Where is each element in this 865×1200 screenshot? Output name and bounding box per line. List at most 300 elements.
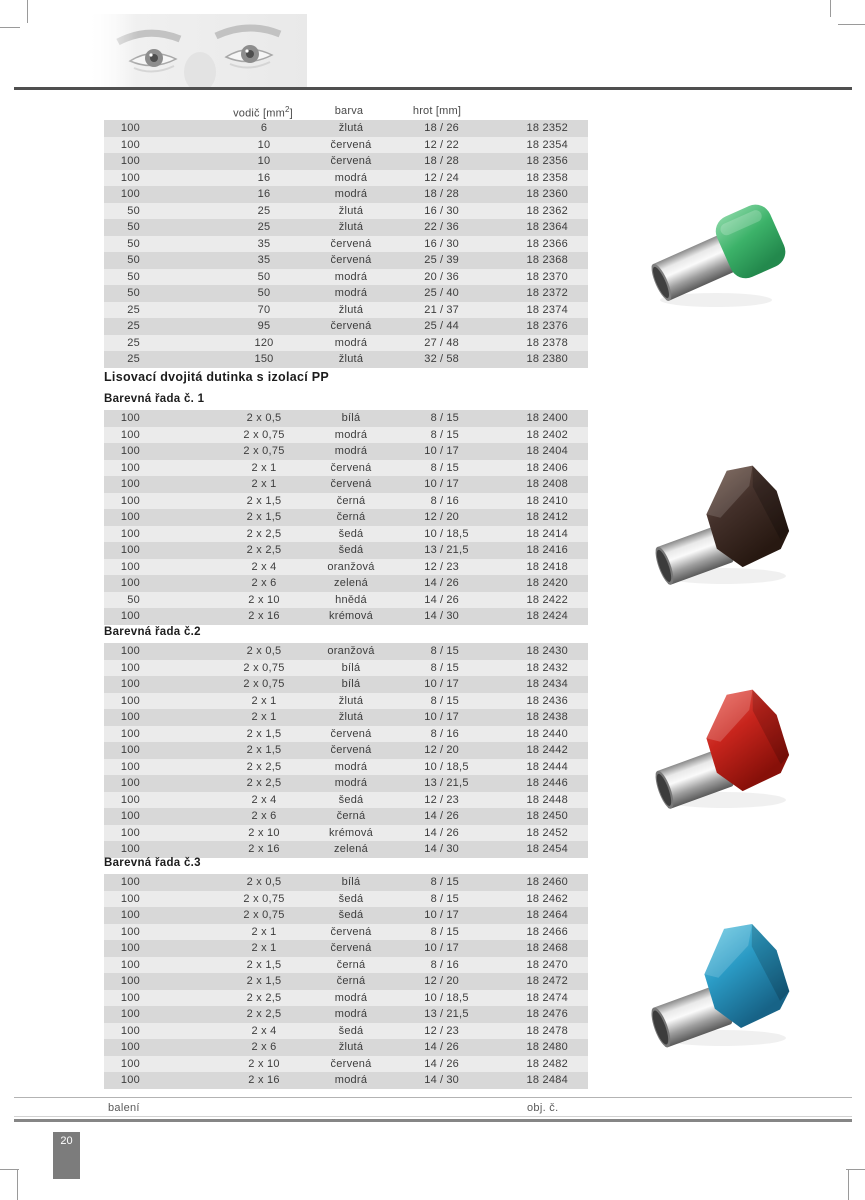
hrot-separator: /: [440, 478, 444, 491]
cell-baleni: 100: [120, 511, 140, 524]
cell-vodic: 70: [257, 303, 271, 316]
table-row: [104, 924, 588, 941]
cell-barva: modrá: [334, 270, 368, 283]
cell-obj: 18 2408: [526, 478, 568, 491]
table-row: [104, 825, 588, 842]
cell-vodic: 2 x 1,5: [246, 975, 282, 988]
cell-barva: žlutá: [338, 694, 364, 707]
table-row: [104, 891, 588, 908]
cell-barva: bílá: [341, 661, 361, 674]
hrot-first: 16: [424, 204, 437, 217]
hrot-first: 16: [424, 237, 437, 250]
cell-hrot: [413, 493, 459, 510]
cell-vodic: 2 x 0,75: [243, 909, 285, 922]
cell-vodic: 2 x 1,5: [246, 744, 282, 757]
cell-barva: černá: [336, 958, 366, 971]
cell-obj: 18 2460: [526, 876, 568, 888]
cell-baleni: 100: [120, 826, 140, 839]
cell-baleni: 100: [120, 610, 140, 623]
hrot-first: 14: [424, 1041, 437, 1054]
hrot-separator: /: [440, 793, 444, 806]
cell-hrot: [413, 660, 459, 677]
table-row: [104, 219, 588, 236]
cell-baleni: 100: [120, 445, 140, 458]
cell-baleni: 100: [120, 1024, 140, 1037]
cell-vodic: 2 x 2,5: [246, 1008, 282, 1021]
cell-obj: 18 2480: [526, 1041, 568, 1054]
hrot-first: 8: [430, 958, 437, 971]
hrot-separator: /: [440, 1008, 444, 1021]
cell-hrot: [413, 443, 459, 460]
hrot-separator: /: [440, 991, 444, 1004]
table-title-color-series-3: Barevná řada č.3: [104, 857, 201, 869]
hrot-first: 8: [430, 694, 437, 707]
hrot-second: 17: [446, 711, 460, 724]
cell-baleni: 100: [120, 1074, 140, 1087]
hrot-first: 12: [424, 560, 437, 573]
cell-baleni: 100: [120, 544, 140, 557]
hrot-separator: /: [440, 678, 444, 691]
table-row: [104, 351, 588, 368]
cell-hrot: [413, 252, 459, 269]
cell-barva: šedá: [338, 793, 364, 806]
cell-obj: 18 2402: [526, 428, 568, 441]
cell-vodic: 2 x 1: [251, 925, 277, 938]
cell-baleni: 100: [120, 694, 140, 707]
cell-baleni: 100: [120, 810, 140, 823]
hrot-first: 10: [424, 760, 437, 773]
cell-hrot: [413, 351, 459, 368]
hrot-separator: /: [440, 909, 444, 922]
cell-obj: 18 2468: [526, 942, 568, 955]
cell-obj: 18 2378: [526, 336, 568, 349]
cell-hrot: [413, 907, 459, 924]
hrot-first: 20: [424, 270, 437, 283]
hrot-separator: /: [440, 610, 444, 623]
cell-barva: modrá: [334, 445, 368, 458]
cell-hrot: [413, 137, 459, 154]
cell-barva: modrá: [334, 777, 368, 790]
cell-obj: 18 2358: [526, 171, 568, 184]
hrot-separator: /: [440, 336, 444, 349]
cell-vodic: 2 x 1: [251, 711, 277, 724]
hrot-second: 15: [446, 428, 460, 441]
cell-baleni: 100: [120, 1008, 140, 1021]
hrot-separator: /: [440, 353, 444, 366]
cell-baleni: 100: [120, 892, 140, 905]
hrot-first: 10: [424, 527, 437, 540]
cell-barva: bílá: [341, 876, 361, 888]
hrot-second: 26: [446, 810, 460, 823]
cell-hrot: [413, 592, 459, 609]
cell-barva: bílá: [341, 678, 361, 691]
hrot-separator: /: [440, 320, 444, 333]
cell-vodic: 2 x 0,75: [243, 892, 285, 905]
cell-vodic: 2 x 1,5: [246, 494, 282, 507]
hrot-second: 36: [446, 221, 460, 234]
hrot-first: 13: [424, 544, 437, 557]
cell-baleni: 100: [120, 428, 140, 441]
table-row: [104, 973, 588, 990]
hrot-first: 12: [424, 793, 437, 806]
cell-hrot: [413, 285, 459, 302]
hrot-separator: /: [440, 925, 444, 938]
cell-obj: 18 2482: [526, 1057, 568, 1070]
hrot-separator: /: [440, 661, 444, 674]
hrot-separator: /: [440, 777, 444, 790]
cell-hrot: [413, 891, 459, 908]
hrot-first: 13: [424, 1008, 437, 1021]
cell-baleni: 100: [120, 942, 140, 955]
cell-baleni: 50: [127, 221, 140, 234]
cell-hrot: [413, 825, 459, 842]
cell-vodic: 2 x 6: [251, 1041, 277, 1054]
cell-hrot: [413, 693, 459, 710]
hrot-first: 10: [424, 909, 437, 922]
cell-barva: červená: [330, 1057, 372, 1070]
table-title-color-series-2: Barevná řada č.2: [104, 626, 201, 638]
footer-rule-thin-2: [14, 1116, 852, 1117]
cell-obj: 18 2380: [526, 353, 568, 366]
cell-obj: 18 2474: [526, 991, 568, 1004]
table-row: [104, 841, 588, 858]
cell-obj: 18 2368: [526, 254, 568, 267]
cell-vodic: 2 x 16: [248, 1074, 280, 1087]
col-header-vodic: vodič $[mm^2]$: [233, 105, 293, 120]
cell-vodic: 2 x 0,5: [246, 412, 282, 424]
cell-obj: 18 2416: [526, 544, 568, 557]
cell-vodic: 2 x 10: [248, 1057, 280, 1070]
cell-vodic: 2 x 1: [251, 478, 277, 491]
hrot-second: 26: [446, 1057, 460, 1070]
hrot-second: 17: [446, 445, 460, 458]
hrot-separator: /: [440, 727, 444, 740]
hrot-separator: /: [440, 254, 444, 267]
cell-obj: 18 2464: [526, 909, 568, 922]
hrot-first: 8: [430, 876, 437, 888]
cell-obj: 18 2360: [526, 188, 568, 201]
cell-obj: 18 2410: [526, 494, 568, 507]
cell-obj: 18 2446: [526, 777, 568, 790]
cell-baleni: 100: [120, 645, 140, 657]
cell-hrot: [413, 170, 459, 187]
cell-baleni: 100: [120, 843, 140, 856]
table-row: [104, 476, 588, 493]
hrot-separator: /: [440, 892, 444, 905]
red-twin-ferrule-icon: [652, 686, 802, 816]
hrot-first: 21: [424, 303, 437, 316]
hrot-separator: /: [440, 122, 444, 134]
cell-obj: 18 2376: [526, 320, 568, 333]
cell-hrot: [413, 335, 459, 352]
cell-obj: 18 2476: [526, 1008, 568, 1021]
hrot-separator: /: [440, 527, 444, 540]
table-row: [104, 302, 588, 319]
hrot-separator: /: [440, 975, 444, 988]
cell-hrot: [413, 236, 459, 253]
hrot-separator: /: [440, 1074, 444, 1087]
hrot-separator: /: [440, 876, 444, 888]
cell-vodic: 6: [260, 122, 268, 134]
cell-baleni: 50: [127, 254, 140, 267]
table-row: [104, 427, 588, 444]
cell-baleni: 100: [120, 678, 140, 691]
table-row: [104, 775, 588, 792]
cell-baleni: 25: [127, 303, 140, 316]
table-row: [104, 526, 588, 543]
cell-barva: krémová: [329, 610, 373, 623]
hrot-first: 8: [430, 412, 437, 424]
cell-barva: červená: [330, 320, 372, 333]
cell-hrot: [413, 120, 459, 137]
hrot-second: 17: [446, 678, 460, 691]
cell-baleni: 100: [120, 958, 140, 971]
cell-hrot: [413, 924, 459, 941]
cell-obj: 18 2362: [526, 204, 568, 217]
cell-barva: modrá: [334, 1074, 368, 1087]
table-row: [104, 693, 588, 710]
table-row: [104, 660, 588, 677]
cell-vodic: 2 x 16: [248, 610, 280, 623]
cell-baleni: 100: [120, 727, 140, 740]
cell-hrot: [413, 476, 459, 493]
cell-baleni: 100: [120, 744, 140, 757]
cell-baleni: 100: [120, 1057, 140, 1070]
cell-barva: hnědá: [335, 593, 367, 606]
cell-obj: 18 2444: [526, 760, 568, 773]
hrot-first: 12: [424, 1024, 437, 1037]
table-row: [104, 236, 588, 253]
hrot-separator: /: [440, 204, 444, 217]
hrot-first: 12: [424, 511, 437, 524]
hrot-separator: /: [440, 171, 444, 184]
hrot-first: 14: [424, 577, 437, 590]
cell-vodic: 35: [257, 237, 271, 250]
product-photo-blue-twin-ferrule: [648, 920, 803, 1060]
product-photo-red-twin-ferrule: [652, 686, 802, 821]
cell-barva: šedá: [338, 1024, 364, 1037]
hrot-second: 26: [446, 1041, 460, 1054]
cell-barva: žlutá: [338, 711, 364, 724]
hrot-separator: /: [440, 412, 444, 424]
cell-baleni: 100: [120, 560, 140, 573]
hrot-second: 20: [446, 975, 460, 988]
cell-obj: 18 2434: [526, 678, 568, 691]
cell-barva: žlutá: [338, 221, 364, 234]
hrot-second: 37: [446, 303, 460, 316]
cell-hrot: [413, 302, 459, 319]
hrot-first: 8: [430, 461, 437, 474]
cell-baleni: 100: [120, 155, 140, 168]
cell-vodic: 2 x 2,5: [246, 544, 282, 557]
hrot-first: 12: [424, 138, 437, 151]
cell-barva: modrá: [334, 287, 368, 300]
table-row: [104, 592, 588, 609]
cell-hrot: [413, 808, 459, 825]
hrot-separator: /: [440, 303, 444, 316]
cell-vodic: 2 x 1: [251, 694, 277, 707]
hrot-separator: /: [440, 942, 444, 955]
hrot-second: 15: [446, 412, 460, 424]
crop-mark-top-left-h: [0, 27, 20, 28]
table-row: [104, 120, 588, 137]
cell-obj: 18 2436: [526, 694, 568, 707]
hrot-second: 18,5: [446, 527, 469, 540]
cell-barva: modrá: [334, 991, 368, 1004]
page-number-badge: 20: [53, 1132, 80, 1179]
cell-obj: 18 2364: [526, 221, 568, 234]
hrot-first: 25: [424, 320, 437, 333]
cell-vodic: 35: [257, 254, 271, 267]
cell-vodic: 2 x 2,5: [246, 760, 282, 773]
footer-rule-thick: [14, 1119, 852, 1122]
cell-hrot: [413, 542, 469, 559]
hrot-separator: /: [440, 958, 444, 971]
cell-obj: 18 2472: [526, 975, 568, 988]
cell-vodic: 2 x 2,5: [246, 527, 282, 540]
cell-vodic: 2 x 2,5: [246, 777, 282, 790]
cell-vodic: 2 x 0,75: [243, 678, 285, 691]
cell-obj: 18 2470: [526, 958, 568, 971]
cell-barva: černá: [336, 494, 366, 507]
hrot-separator: /: [440, 237, 444, 250]
hrot-second: 36: [446, 270, 460, 283]
table-row: [104, 410, 588, 427]
cell-hrot: [413, 1072, 459, 1089]
crop-mark-top-left-v: [27, 0, 28, 23]
table-row: [104, 676, 588, 693]
cell-hrot: [413, 526, 469, 543]
cell-vodic: 2 x 1: [251, 461, 277, 474]
cell-baleni: 100: [120, 975, 140, 988]
cell-vodic: 2 x 16: [248, 843, 280, 856]
cell-obj: 18 2442: [526, 744, 568, 757]
cell-hrot: [413, 841, 459, 858]
footer-label-baleni: balení: [108, 1102, 140, 1114]
cell-hrot: [413, 973, 459, 990]
cell-baleni: 100: [120, 577, 140, 590]
hrot-second: 44: [446, 320, 460, 333]
cell-barva: oranžová: [327, 645, 375, 657]
cell-hrot: [413, 676, 459, 693]
cell-hrot: [413, 269, 459, 286]
cell-baleni: 100: [120, 711, 140, 724]
hrot-first: 14: [424, 1074, 437, 1087]
cell-barva: modrá: [334, 1008, 368, 1021]
table-color-series-1: [104, 410, 588, 625]
cell-obj: 18 2356: [526, 155, 568, 168]
cell-barva: šedá: [338, 527, 364, 540]
cell-barva: krémová: [329, 826, 373, 839]
hrot-separator: /: [440, 461, 444, 474]
cell-baleni: 100: [120, 478, 140, 491]
hrot-first: 8: [430, 494, 437, 507]
hrot-first: 18: [424, 155, 437, 168]
hrot-first: 8: [430, 892, 437, 905]
cell-obj: 18 2370: [526, 270, 568, 283]
hrot-first: 27: [424, 336, 437, 349]
table-row: [104, 608, 588, 625]
hrot-second: 28: [446, 155, 460, 168]
cell-obj: 18 2422: [526, 593, 568, 606]
cell-vodic: 2 x 1,5: [246, 958, 282, 971]
cell-obj: 18 2452: [526, 826, 568, 839]
table-row: [104, 792, 588, 809]
green-ferrule-icon: [650, 196, 790, 316]
hrot-first: 13: [424, 777, 437, 790]
hrot-first: 10: [424, 991, 437, 1004]
cell-barva: zelená: [334, 577, 368, 590]
hrot-separator: /: [440, 645, 444, 657]
hrot-separator: /: [440, 744, 444, 757]
hrot-separator: /: [440, 560, 444, 573]
hrot-second: 30: [446, 1074, 460, 1087]
hrot-first: 12: [424, 744, 437, 757]
table-row: [104, 269, 588, 286]
hrot-separator: /: [440, 1057, 444, 1070]
cell-obj: 18 2466: [526, 925, 568, 938]
table-row: [104, 808, 588, 825]
table-row: [104, 709, 588, 726]
cell-hrot: [413, 1056, 459, 1073]
table-row: [104, 990, 588, 1007]
cell-baleni: 25: [127, 320, 140, 333]
cell-vodic: 2 x 1,5: [246, 727, 282, 740]
hrot-separator: /: [440, 155, 444, 168]
hrot-second: 21,5: [446, 544, 469, 557]
hrot-second: 23: [446, 793, 460, 806]
hrot-separator: /: [440, 577, 444, 590]
cell-obj: 18 2372: [526, 287, 568, 300]
table-row: [104, 1056, 588, 1073]
hrot-second: 15: [446, 925, 460, 938]
cell-baleni: 100: [120, 138, 140, 151]
cell-hrot: [413, 957, 459, 974]
cell-vodic: 2 x 6: [251, 810, 277, 823]
hrot-separator: /: [440, 511, 444, 524]
hrot-second: 17: [446, 942, 460, 955]
cell-obj: 18 2438: [526, 711, 568, 724]
eyes-photo: [90, 14, 307, 87]
cell-baleni: 25: [127, 336, 140, 349]
hrot-first: 18: [424, 122, 437, 134]
hrot-first: 12: [424, 171, 437, 184]
cell-barva: modrá: [334, 188, 368, 201]
crop-mark-top-right-h: [838, 24, 865, 25]
cell-baleni: 100: [120, 171, 140, 184]
cell-hrot: [413, 775, 469, 792]
cell-vodic: 16: [257, 188, 271, 201]
table-color-series-3: [104, 874, 588, 1089]
cell-hrot: [413, 153, 459, 170]
hrot-separator: /: [440, 1041, 444, 1054]
cell-vodic: 150: [254, 353, 274, 366]
cell-baleni: 50: [127, 593, 140, 606]
cell-hrot: [413, 559, 459, 576]
cell-baleni: 50: [127, 204, 140, 217]
hrot-first: 8: [430, 661, 437, 674]
cell-vodic: 10: [257, 155, 271, 168]
cell-baleni: 100: [120, 661, 140, 674]
hrot-second: 15: [446, 461, 460, 474]
table-row: [104, 940, 588, 957]
cell-vodic: 2 x 0,75: [243, 445, 285, 458]
cell-barva: šedá: [338, 544, 364, 557]
cell-vodic: 25: [257, 221, 271, 234]
cell-hrot: [413, 608, 459, 625]
cell-vodic: 2 x 2,5: [246, 991, 282, 1004]
cell-barva: žlutá: [338, 204, 364, 217]
